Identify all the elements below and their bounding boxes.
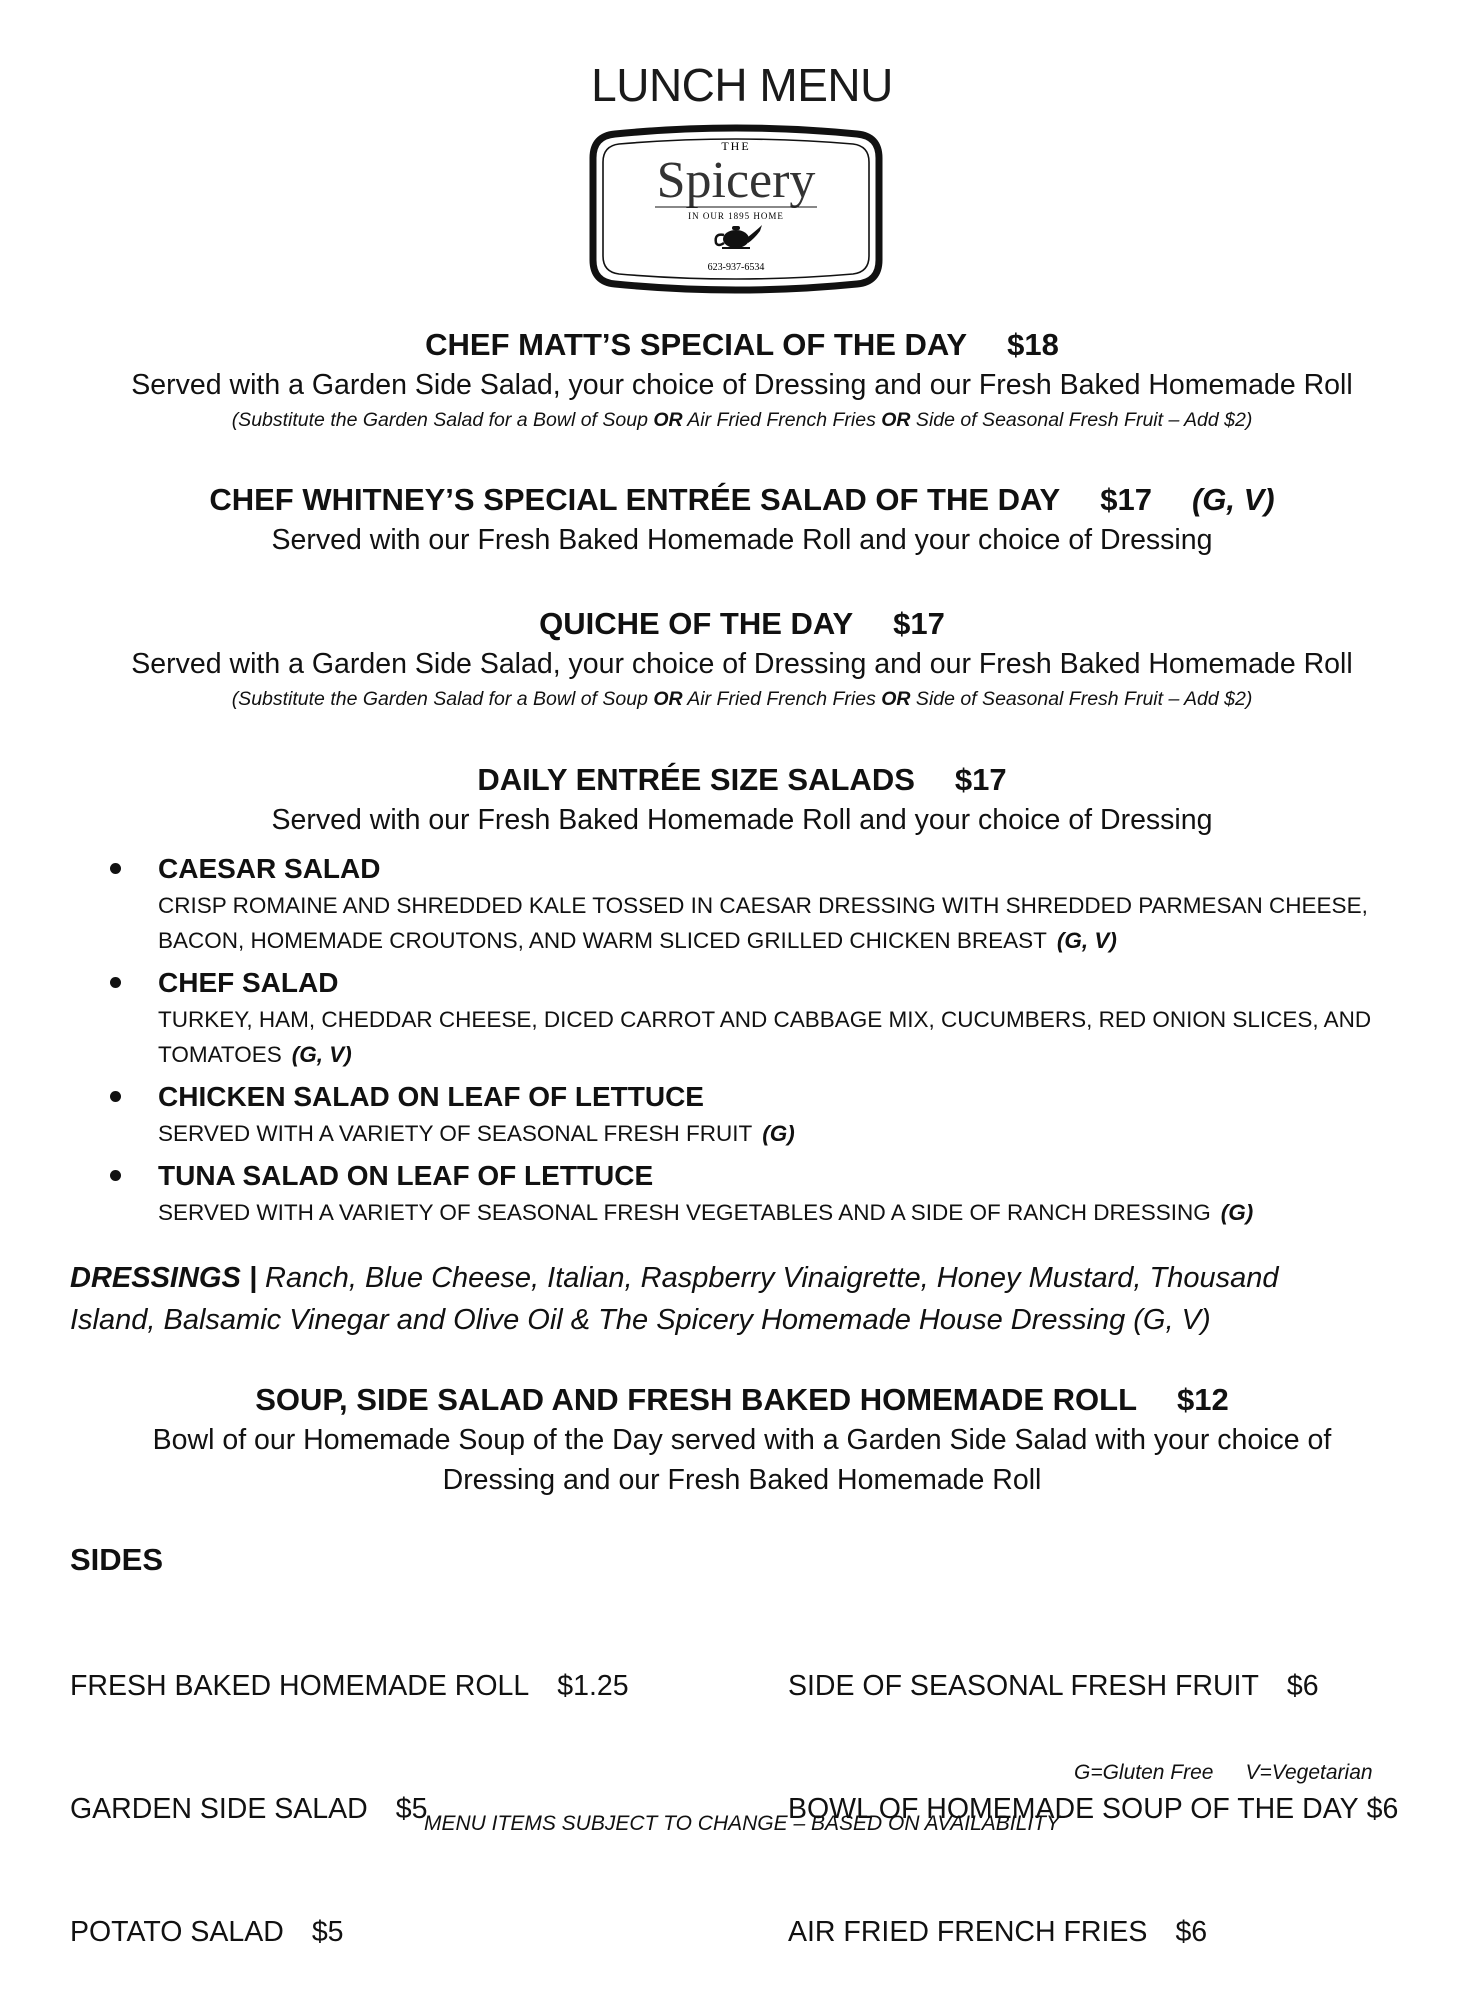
special-name: SOUP, SIDE SALAD AND FRESH BAKED HOMEMADE ROLL [255,1382,1138,1417]
special-heading [60,760,1424,800]
sides-title: SIDES [70,1542,164,1577]
special-description: Served with a Garden Side Salad, your choice of Dressing and our Fresh Baked Homemade Roll [131,369,1353,401]
bullet-icon [110,977,121,988]
special-name: CHEF WHITNEY’S SPECIAL ENTRÉE SALAD OF THE DAY [209,482,1061,517]
special-name: CHEF MATT’S SPECIAL OF THE DAY [425,327,968,362]
side-item: AIR FRIED FRENCH FRIES $6 [788,1916,1208,1948]
salad-name: CAESAR SALAD [158,853,381,884]
list-item [110,1157,1410,1230]
bullet-icon [110,863,121,874]
special-chef-matt [60,325,1424,435]
special-price: $12 [1177,1382,1229,1417]
dietary-tags: (G, V) [1056,928,1117,953]
side-item: BOWL OF HOMEMADE SOUP OF THE DAY $6 [788,1793,1399,1825]
special-name: QUICHE OF THE DAY [539,606,854,641]
side-item: GARDEN SIDE SALAD $5 [70,1793,428,1825]
special-description: Bowl of our Homemade Soup of the Day served with a Garden Side Salad with your choice of Dressing and our Fresh Baked Homemade Roll [152,1424,1332,1496]
sides-right-column [788,1584,1398,1994]
dietary-legend [1074,1761,1373,1785]
special-description: Served with our Fresh Baked Homemade Roll and your choice of Dressing [271,524,1213,556]
dietary-tags: (G, V) [1191,482,1275,517]
list-item [110,850,1410,958]
dietary-tags: (G, V) [291,1042,352,1067]
dietary-tags: (G) [762,1121,795,1146]
salad-list [110,850,1410,1230]
special-chef-whitney [60,480,1424,560]
special-price: $17 [1100,482,1152,517]
special-heading [60,325,1424,365]
dressings-list [70,1257,1360,1341]
list-item [110,964,1410,1072]
special-heading [60,604,1424,644]
spicery-logo [585,124,887,294]
dressings-label: DRESSINGS | [70,1262,257,1294]
special-price: $17 [893,606,945,641]
salad-name: CHEF SALAD [158,967,339,998]
special-substitute-note: (Substitute the Garden Salad for a Bowl of Soup OR Air Fried French Fries OR Side of Seasonal Fresh Fruit – Add $2) [231,409,1253,431]
special-price: $17 [954,762,1007,797]
list-item [110,1078,1410,1151]
side-item: POTATO SALAD $5 [70,1916,344,1948]
logo-small-top: THE [721,139,751,153]
logo-tagline: IN OUR 1895 HOME [688,211,784,221]
dietary-tags: (G) [1220,1200,1254,1225]
special-heading [60,480,1424,520]
salad-detail: TURKEY, HAM, CHEDDAR CHEESE, DICED CARROT AND CABBAGE MIX, CUCUMBERS, RED ONION SLICES, AND TOMATOES (G, V) [158,1007,1372,1067]
page-title: LUNCH MENU [591,59,893,111]
logo-frame [585,124,887,294]
special-heading [60,1380,1424,1420]
special-price: $18 [1007,327,1059,362]
salad-name: TUNA SALAD ON LEAF OF LETTUCE [158,1160,654,1191]
teapot-icon [716,225,762,248]
sides-left-column [70,1584,629,1994]
dressings-text: Ranch, Blue Cheese, Italian, Raspberry Vinaigrette, Honey Mustard, Thousand Island, Balsamic Vinegar and Olive Oil & The Spicery Homemade House Dressing (G, V) [70,1262,1279,1336]
special-name: DAILY ENTRÉE SIZE SALADS [477,762,915,797]
menu-disclaimer: MENU ITEMS SUBJECT TO CHANGE – BASED ON AVAILABILITY [424,1812,1060,1835]
side-item: SIDE OF SEASONAL FRESH FRUIT $6 [788,1670,1319,1702]
salad-name: CHICKEN SALAD ON LEAF OF LETTUCE [158,1081,704,1112]
special-substitute-note: (Substitute the Garden Salad for a Bowl of Soup OR Air Fried French Fries OR Side of Seasonal Fresh Fruit – Add $2) [231,688,1253,710]
soup-combo [60,1380,1424,1500]
special-daily-salads [60,760,1424,840]
logo-name: Spicery [656,152,816,209]
special-description: Served with a Garden Side Salad, your choice of Dressing and our Fresh Baked Homemade Roll [131,648,1353,680]
special-description: Served with our Fresh Baked Homemade Roll and your choice of Dressing [271,804,1213,836]
special-quiche [60,604,1424,714]
side-item: FRESH BAKED HOMEMADE ROLL $1.25 [70,1670,629,1702]
salad-detail: CRISP ROMAINE AND SHREDDED KALE TOSSED IN CAESAR DRESSING WITH SHREDDED PARMESAN CHEESE, BACON, HOMEMADE CROUTONS, AND WARM SLICED GRILLED CHICKEN BREAST (G, V) [158,893,1368,953]
logo-phone: 623-937-6534 [707,262,765,273]
legend-gluten-free: G=Gluten Free [1074,1761,1214,1784]
bullet-icon [110,1091,121,1102]
salad-detail: SERVED WITH A VARIETY OF SEASONAL FRESH FRUIT (G) [158,1121,795,1146]
legend-vegetarian: V=Vegetarian [1245,1761,1373,1784]
bullet-icon [110,1170,121,1181]
salad-detail: SERVED WITH A VARIETY OF SEASONAL FRESH VEGETABLES AND A SIDE OF RANCH DRESSING (G) [158,1200,1254,1225]
